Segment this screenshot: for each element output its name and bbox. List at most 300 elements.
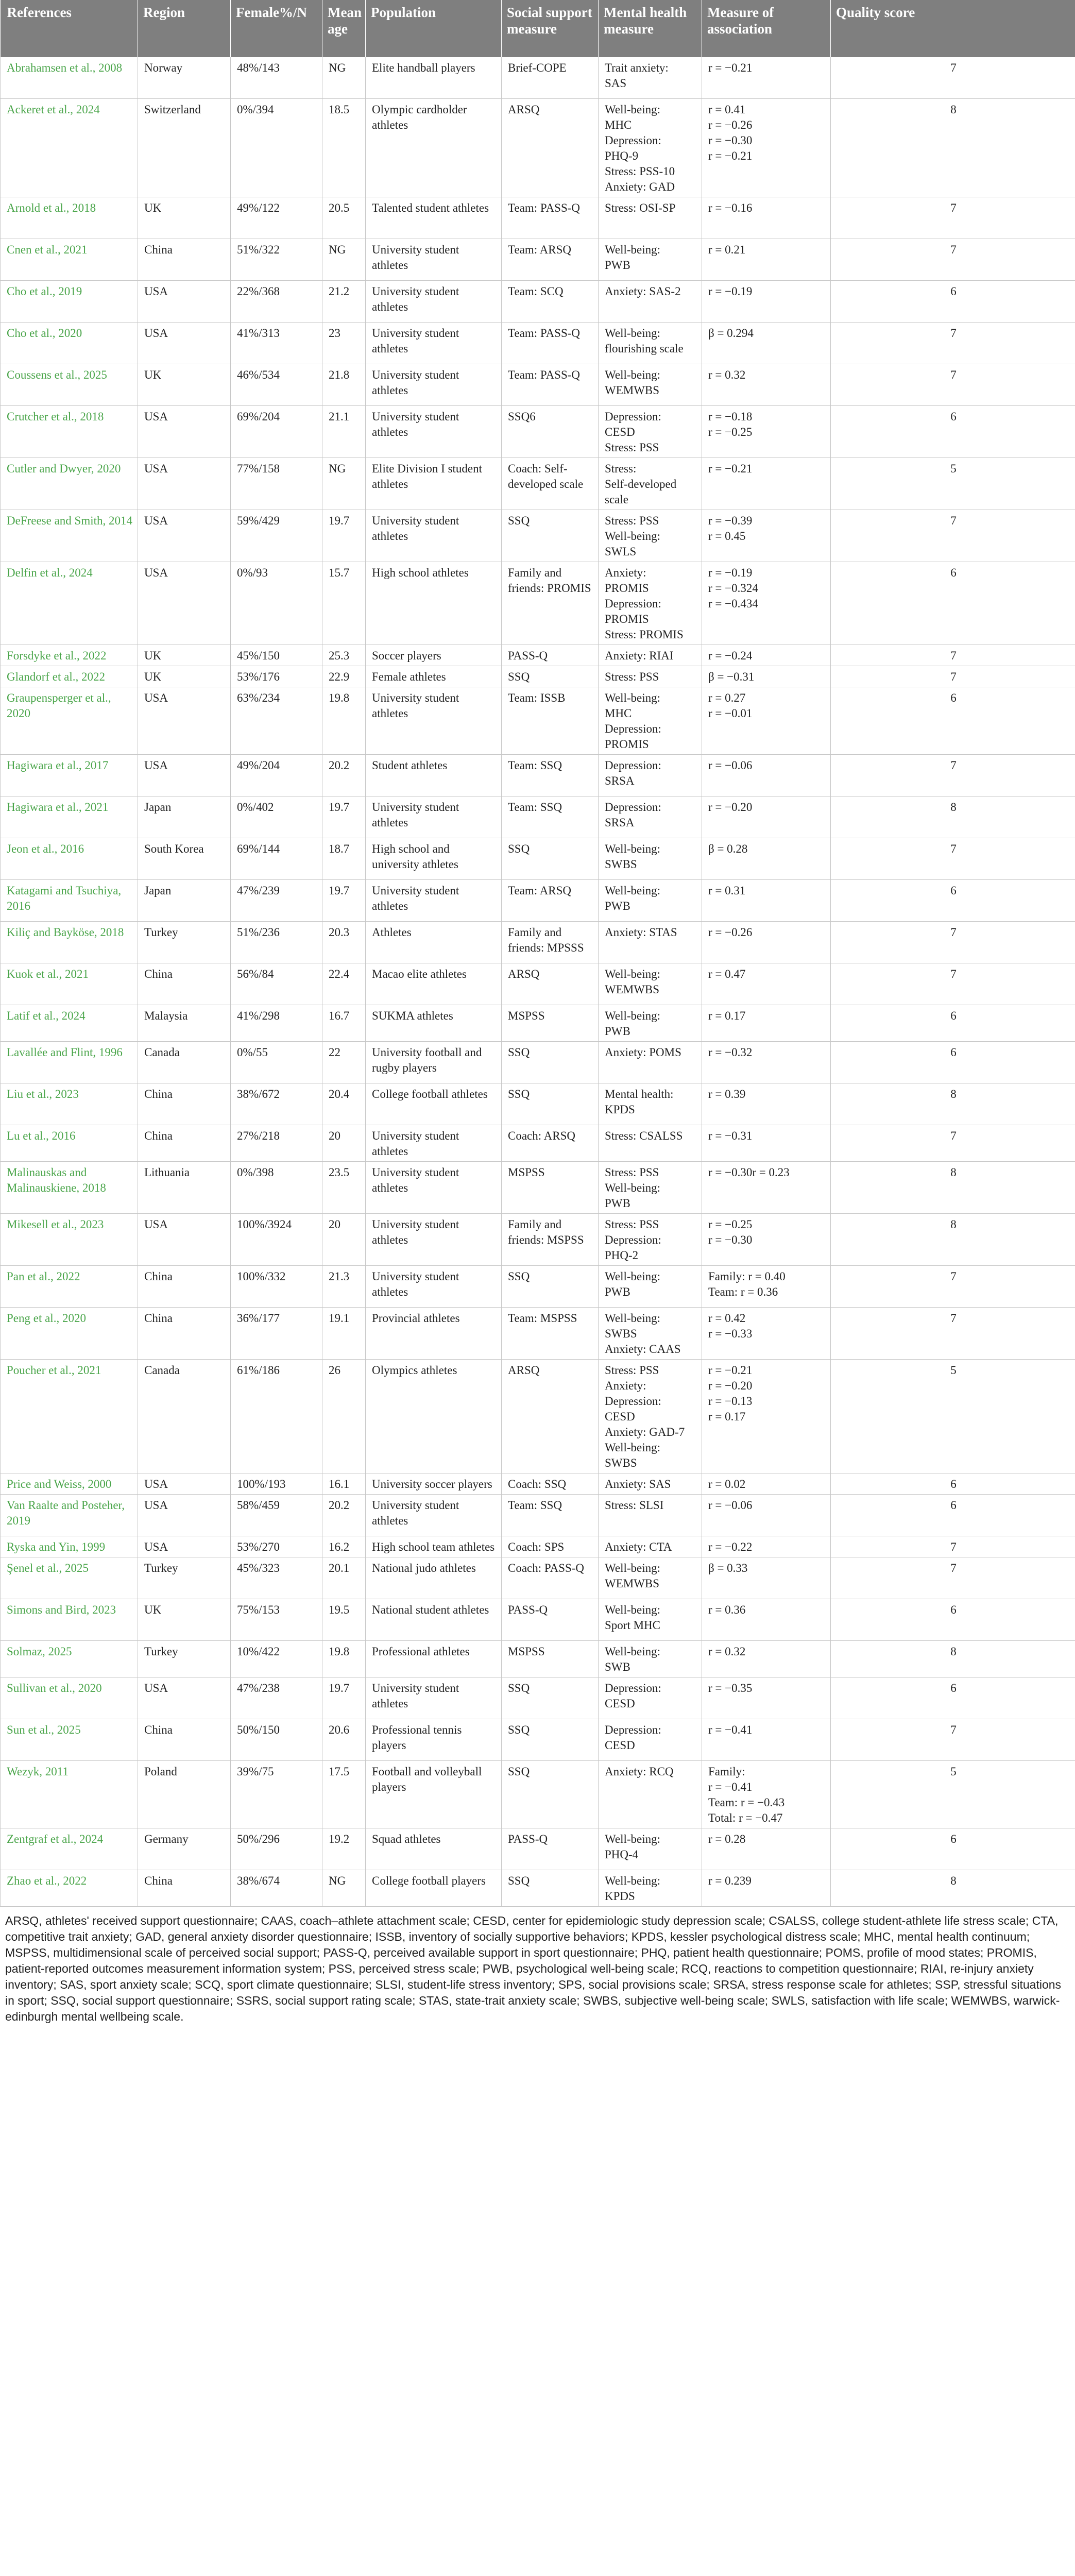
header-mental-health: Mental health measure [599, 0, 702, 57]
cell-reference: Malinauskas and Malinauskiene, 2018 [1, 1161, 138, 1213]
cell-region: USA [138, 754, 231, 796]
cell-population: Athletes [366, 921, 502, 963]
cell-reference: Cho et al., 2020 [1, 322, 138, 364]
cell-reference: Peng et al., 2020 [1, 1307, 138, 1359]
cell-population: Female athletes [366, 666, 502, 687]
cell-mental-health-line: Well-being: [605, 967, 661, 980]
cell-mental-health [599, 1870, 702, 1906]
cell-mental-health-line: PHQ-2 [605, 1248, 639, 1262]
cell-mental-health-line: Depression: [605, 1394, 661, 1408]
cell-mental-health [599, 1828, 702, 1870]
cell-quality-score: 8 [831, 98, 1075, 197]
cell-quality-score: 5 [831, 1760, 1075, 1828]
cell-region: UK [138, 666, 231, 687]
cell-association [702, 405, 831, 457]
cell-mental-health-line: CESD [605, 1697, 635, 1710]
cell-mental-health-line: MHC [605, 706, 632, 720]
cell-population: Olympics athletes [366, 1359, 502, 1473]
cell-association [702, 1125, 831, 1161]
cell-association-line: r = −0.41 [708, 1780, 753, 1793]
cell-mental-health [599, 1161, 702, 1213]
cell-mental-health-line: Well-being: [605, 1181, 661, 1194]
cell-region: Turkey [138, 1557, 231, 1599]
cell-mental-health [599, 1719, 702, 1760]
table-row [1, 879, 1075, 921]
cell-reference: Lu et al., 2016 [1, 1125, 138, 1161]
table-row [1, 666, 1075, 687]
cell-population: University student athletes [366, 405, 502, 457]
table-row [1, 1828, 1075, 1870]
cell-association-line: r = −0.21 [708, 61, 753, 74]
cell-region: Japan [138, 879, 231, 921]
cell-association-line: r = 0.02 [708, 1477, 746, 1490]
cell-female-n: 56%/84 [231, 963, 322, 1005]
cell-population: Soccer players [366, 645, 502, 666]
cell-association [702, 666, 831, 687]
cell-population: Macao elite athletes [366, 963, 502, 1005]
cell-association-line: Team: r = −0.43 [708, 1795, 785, 1809]
cell-population: High school team athletes [366, 1536, 502, 1557]
cell-region: USA [138, 1677, 231, 1719]
cell-quality-score: 7 [831, 645, 1075, 666]
cell-mental-health [599, 1005, 702, 1041]
cell-population: University student athletes [366, 687, 502, 754]
cell-mean-age: 20 [322, 1213, 366, 1265]
cell-quality-score: 7 [831, 510, 1075, 562]
cell-region: China [138, 1083, 231, 1125]
cell-quality-score: 7 [831, 838, 1075, 879]
cell-association-line: β = 0.294 [708, 326, 754, 340]
cell-female-n: 69%/144 [231, 838, 322, 879]
cell-mean-age: 20.1 [322, 1557, 366, 1599]
table-row [1, 1677, 1075, 1719]
cell-mean-age: NG [322, 1870, 366, 1906]
cell-region: USA [138, 562, 231, 645]
cell-association [702, 1041, 831, 1083]
cell-mental-health-line: Anxiety: GAD [605, 180, 675, 193]
cell-mean-age: 19.2 [322, 1828, 366, 1870]
cell-female-n: 41%/298 [231, 1005, 322, 1041]
cell-mental-health-line: KPDS [605, 1103, 635, 1116]
cell-social-support: SSQ6 [502, 405, 599, 457]
cell-female-n: 10%/422 [231, 1640, 322, 1677]
cell-mental-health [599, 1557, 702, 1599]
table-row [1, 1599, 1075, 1640]
cell-female-n: 49%/122 [231, 197, 322, 239]
cell-association [702, 1557, 831, 1599]
cell-female-n: 100%/3924 [231, 1213, 322, 1265]
table-row [1, 687, 1075, 754]
cell-population: Olympic cardholder athletes [366, 98, 502, 197]
cell-social-support: Team: MSPSS [502, 1307, 599, 1359]
cell-population: University student athletes [366, 322, 502, 364]
cell-mental-health [599, 1213, 702, 1265]
cell-mental-health-line: Well-being: [605, 1832, 661, 1845]
cell-social-support: SSQ [502, 1083, 599, 1125]
cell-mental-health-line: PROMIS [605, 737, 649, 751]
cell-female-n: 50%/150 [231, 1719, 322, 1760]
cell-female-n: 47%/239 [231, 879, 322, 921]
cell-mental-health-line: Depression: [605, 800, 661, 814]
cell-association-line: r = −0.33 [708, 1327, 753, 1340]
cell-region: China [138, 1125, 231, 1161]
cell-population: University football and rugby players [366, 1041, 502, 1083]
cell-region: Turkey [138, 1640, 231, 1677]
cell-mental-health-line: SRSA [605, 774, 635, 787]
cell-reference: Simons and Bird, 2023 [1, 1599, 138, 1640]
cell-reference: Cnen et al., 2021 [1, 239, 138, 280]
table-row [1, 197, 1075, 239]
cell-female-n: 48%/143 [231, 57, 322, 98]
cell-reference: Ryska and Yin, 1999 [1, 1536, 138, 1557]
header-region: Region [138, 0, 231, 57]
cell-social-support: SSQ [502, 1041, 599, 1083]
cell-mental-health-line: Well-being: [605, 691, 661, 704]
cell-association [702, 322, 831, 364]
cell-female-n: 45%/323 [231, 1557, 322, 1599]
cell-social-support: Coach: ARSQ [502, 1125, 599, 1161]
table-row [1, 1265, 1075, 1307]
cell-mental-health-line: PROMIS [605, 612, 649, 625]
cell-mental-health-line: Depression: [605, 133, 661, 147]
header-population: Population [366, 0, 502, 57]
cell-mental-health [599, 197, 702, 239]
cell-association-line: β = −0.31 [708, 670, 755, 683]
cell-mental-health-line: Stress: PROMIS [605, 628, 684, 641]
cell-mental-health [599, 322, 702, 364]
cell-mental-health-line: Stress: OSI-SP [605, 201, 676, 214]
table-row [1, 562, 1075, 645]
table-row [1, 1307, 1075, 1359]
cell-mean-age: 20.2 [322, 754, 366, 796]
cell-association-line: r = −0.01 [708, 706, 753, 720]
cell-mental-health-line: Well-being: [605, 1009, 661, 1022]
cell-population: University student athletes [366, 1265, 502, 1307]
cell-mental-health [599, 57, 702, 98]
cell-mental-health-line: Self-developed [605, 477, 677, 490]
cell-social-support: Family and friends: PROMIS [502, 562, 599, 645]
cell-region: USA [138, 280, 231, 322]
cell-female-n: 38%/674 [231, 1870, 322, 1906]
cell-social-support: Team: ARSQ [502, 879, 599, 921]
cell-mental-health-line: Anxiety: [605, 1379, 646, 1392]
cell-association [702, 510, 831, 562]
cell-association-line: r = 0.36 [708, 1603, 746, 1616]
cell-association [702, 879, 831, 921]
table-row [1, 98, 1075, 197]
cell-mean-age: 20.3 [322, 921, 366, 963]
cell-mental-health [599, 879, 702, 921]
header-quality-score: Quality score [831, 0, 1075, 57]
cell-reference: Delfin et al., 2024 [1, 562, 138, 645]
cell-association-line: r = −0.324 [708, 581, 758, 595]
cell-social-support: Team: SSQ [502, 754, 599, 796]
table-row [1, 1640, 1075, 1677]
cell-mental-health-line: WEMWBS [605, 383, 660, 397]
cell-quality-score: 7 [831, 1536, 1075, 1557]
cell-mean-age: NG [322, 457, 366, 510]
cell-mental-health-line: Stress: SLSI [605, 1498, 664, 1512]
header-mean-age: Mean age [322, 0, 366, 57]
cell-quality-score: 7 [831, 322, 1075, 364]
cell-mean-age: 20.6 [322, 1719, 366, 1760]
cell-quality-score: 6 [831, 1677, 1075, 1719]
cell-mental-health-line: SWBS [605, 857, 637, 871]
cell-social-support: SSQ [502, 1760, 599, 1828]
cell-mean-age: 19.5 [322, 1599, 366, 1640]
cell-mental-health [599, 1494, 702, 1536]
cell-mental-health-line: Depression: [605, 1233, 661, 1246]
table-row [1, 1719, 1075, 1760]
cell-mental-health-line: Depression: [605, 722, 661, 735]
cell-female-n: 59%/429 [231, 510, 322, 562]
cell-reference: Zhao et al., 2022 [1, 1870, 138, 1906]
cell-quality-score: 6 [831, 405, 1075, 457]
cell-mean-age: NG [322, 239, 366, 280]
cell-mental-health-line: Stress: PSS [605, 1217, 659, 1231]
cell-population: University student athletes [366, 796, 502, 838]
cell-association-line: r = −0.35 [708, 1681, 753, 1694]
header-association: Measure of association [702, 0, 831, 57]
cell-mental-health [599, 364, 702, 405]
table-row [1, 645, 1075, 666]
cell-association-line: r = −0.22 [708, 1540, 753, 1553]
cell-population: University soccer players [366, 1473, 502, 1494]
cell-association [702, 1640, 831, 1677]
cell-social-support: Family and friends: MSPSS [502, 1213, 599, 1265]
cell-mental-health-line: Depression: [605, 597, 661, 610]
table-row [1, 754, 1075, 796]
cell-mental-health [599, 1599, 702, 1640]
cell-mental-health [599, 666, 702, 687]
cell-quality-score: 6 [831, 1828, 1075, 1870]
cell-quality-score: 8 [831, 1870, 1075, 1906]
cell-reference: Graupensperger et al., 2020 [1, 687, 138, 754]
table-row [1, 1557, 1075, 1599]
cell-population: University student athletes [366, 239, 502, 280]
cell-mean-age: 19.7 [322, 879, 366, 921]
cell-quality-score: 6 [831, 1473, 1075, 1494]
cell-association [702, 364, 831, 405]
table-row [1, 457, 1075, 510]
cell-association [702, 1677, 831, 1719]
cell-quality-score: 8 [831, 1213, 1075, 1265]
cell-association [702, 796, 831, 838]
cell-mental-health-line: WEMWBS [605, 1577, 660, 1590]
cell-mental-health [599, 1640, 702, 1677]
cell-reference: Price and Weiss, 2000 [1, 1473, 138, 1494]
cell-region: USA [138, 687, 231, 754]
cell-mental-health-line: Depression: [605, 758, 661, 772]
cell-mental-health-line: Well-being: [605, 1645, 661, 1658]
cell-association-line: r = −0.21 [708, 149, 753, 162]
cell-association-line: r = −0.24 [708, 649, 753, 662]
cell-mean-age: 20.4 [322, 1083, 366, 1125]
cell-region: USA [138, 405, 231, 457]
cell-mean-age: 16.7 [322, 1005, 366, 1041]
cell-mental-health [599, 645, 702, 666]
table-row [1, 1536, 1075, 1557]
cell-population: SUKMA athletes [366, 1005, 502, 1041]
cell-association [702, 838, 831, 879]
cell-association-line: r = 0.32 [708, 368, 746, 381]
cell-social-support: Team: SCQ [502, 280, 599, 322]
cell-reference: Şenel et al., 2025 [1, 1557, 138, 1599]
cell-social-support: SSQ [502, 1677, 599, 1719]
cell-association [702, 1719, 831, 1760]
cell-female-n: 53%/176 [231, 666, 322, 687]
cell-social-support: SSQ [502, 1719, 599, 1760]
cell-mental-health [599, 1265, 702, 1307]
cell-population: High school and university athletes [366, 838, 502, 879]
cell-female-n: 63%/234 [231, 687, 322, 754]
cell-social-support: Team: PASS-Q [502, 322, 599, 364]
header-references: References [1, 0, 138, 57]
cell-association-line: r = 0.45 [708, 529, 746, 543]
cell-mental-health [599, 921, 702, 963]
cell-association [702, 687, 831, 754]
cell-reference: Jeon et al., 2016 [1, 838, 138, 879]
cell-female-n: 47%/238 [231, 1677, 322, 1719]
cell-population: University student athletes [366, 1213, 502, 1265]
cell-female-n: 69%/204 [231, 405, 322, 457]
cell-quality-score: 6 [831, 562, 1075, 645]
cell-social-support: Team: ARSQ [502, 239, 599, 280]
table-row [1, 1494, 1075, 1536]
cell-quality-score: 7 [831, 239, 1075, 280]
cell-quality-score: 5 [831, 1359, 1075, 1473]
cell-mental-health-line: Well-being: [605, 243, 661, 256]
cell-mental-health-line: Well-being: [605, 1874, 661, 1887]
cell-social-support: Team: SSQ [502, 796, 599, 838]
cell-association-line: r = 0.27 [708, 691, 746, 704]
cell-reference: Poucher et al., 2021 [1, 1359, 138, 1473]
cell-reference: Zentgraf et al., 2024 [1, 1828, 138, 1870]
cell-association-line: r = 0.47 [708, 967, 746, 980]
header-row [1, 0, 1075, 57]
cell-mental-health-line: PWB [605, 258, 630, 272]
cell-mental-health [599, 1041, 702, 1083]
cell-reference: Mikesell et al., 2023 [1, 1213, 138, 1265]
cell-association [702, 1265, 831, 1307]
cell-mental-health-line: PHQ-9 [605, 149, 639, 162]
cell-region: USA [138, 1536, 231, 1557]
cell-population: National judo athletes [366, 1557, 502, 1599]
cell-mental-health-line: Well-being: [605, 1561, 661, 1574]
cell-quality-score: 8 [831, 1640, 1075, 1677]
cell-quality-score: 7 [831, 197, 1075, 239]
cell-quality-score: 6 [831, 1041, 1075, 1083]
cell-reference: Sullivan et al., 2020 [1, 1677, 138, 1719]
cell-population: University student athletes [366, 1161, 502, 1213]
cell-social-support: PASS-Q [502, 645, 599, 666]
cell-female-n: 0%/93 [231, 562, 322, 645]
cell-mental-health-line: MHC [605, 118, 632, 131]
cell-association-line: r = −0.30r = 0.23 [708, 1165, 790, 1179]
cell-mean-age: 20 [322, 1125, 366, 1161]
cell-association-line: r = −0.25 [708, 425, 753, 438]
cell-association-line: Family: [708, 1765, 745, 1778]
cell-quality-score: 7 [831, 1125, 1075, 1161]
cell-mental-health [599, 457, 702, 510]
cell-region: China [138, 239, 231, 280]
cell-female-n: 100%/193 [231, 1473, 322, 1494]
cell-mean-age: 16.1 [322, 1473, 366, 1494]
cell-population: Elite Division I student athletes [366, 457, 502, 510]
cell-social-support: SSQ [502, 1870, 599, 1906]
cell-social-support: MSPSS [502, 1161, 599, 1213]
cell-association [702, 1307, 831, 1359]
cell-reference: Katagami and Tsuchiya, 2016 [1, 879, 138, 921]
cell-mean-age: 19.7 [322, 1677, 366, 1719]
cell-region: Poland [138, 1760, 231, 1828]
cell-mental-health [599, 1760, 702, 1828]
cell-social-support: ARSQ [502, 1359, 599, 1473]
cell-association [702, 280, 831, 322]
cell-reference: DeFreese and Smith, 2014 [1, 510, 138, 562]
cell-female-n: 0%/398 [231, 1161, 322, 1213]
cell-mean-age: 21.3 [322, 1265, 366, 1307]
cell-reference: Abrahamsen et al., 2008 [1, 57, 138, 98]
cell-social-support: Team: PASS-Q [502, 364, 599, 405]
cell-mental-health [599, 405, 702, 457]
table-row [1, 796, 1075, 838]
cell-quality-score: 8 [831, 1161, 1075, 1213]
cell-mental-health-line: Stress: PSS [605, 1165, 659, 1179]
cell-reference: Ackeret et al., 2024 [1, 98, 138, 197]
cell-mean-age: 15.7 [322, 562, 366, 645]
cell-mental-health [599, 1677, 702, 1719]
table-row [1, 1083, 1075, 1125]
cell-mental-health [599, 754, 702, 796]
table-row [1, 364, 1075, 405]
cell-association-line: r = 0.39 [708, 1087, 746, 1100]
cell-mental-health-line: Sport MHC [605, 1618, 660, 1632]
cell-region: China [138, 1265, 231, 1307]
table-row [1, 239, 1075, 280]
cell-mean-age: 19.1 [322, 1307, 366, 1359]
cell-association [702, 1359, 831, 1473]
cell-reference: Pan et al., 2022 [1, 1265, 138, 1307]
cell-quality-score: 7 [831, 921, 1075, 963]
cell-female-n: 36%/177 [231, 1307, 322, 1359]
cell-mental-health [599, 838, 702, 879]
cell-social-support: Coach: SSQ [502, 1473, 599, 1494]
cell-region: UK [138, 197, 231, 239]
cell-mental-health-line: Stress: PSS [605, 440, 659, 454]
cell-population: Elite handball players [366, 57, 502, 98]
cell-female-n: 51%/322 [231, 239, 322, 280]
cell-association-line: β = 0.33 [708, 1561, 748, 1574]
cell-quality-score: 5 [831, 457, 1075, 510]
cell-association-line: r = −0.16 [708, 201, 753, 214]
cell-female-n: 0%/402 [231, 796, 322, 838]
cell-mean-age: 22.9 [322, 666, 366, 687]
cell-mental-health-line: Stress: PSS-10 [605, 164, 675, 178]
cell-social-support: Team: ISSB [502, 687, 599, 754]
cell-social-support: ARSQ [502, 98, 599, 197]
cell-mental-health [599, 510, 702, 562]
cell-region: USA [138, 510, 231, 562]
cell-quality-score: 7 [831, 666, 1075, 687]
cell-association-line: r = −0.30 [708, 133, 753, 147]
cell-female-n: 51%/236 [231, 921, 322, 963]
cell-mental-health-line: PWB [605, 1285, 630, 1298]
cell-quality-score: 6 [831, 687, 1075, 754]
cell-association-line: r = −0.434 [708, 597, 758, 610]
cell-association [702, 1828, 831, 1870]
cell-association-line: r = −0.26 [708, 925, 753, 939]
